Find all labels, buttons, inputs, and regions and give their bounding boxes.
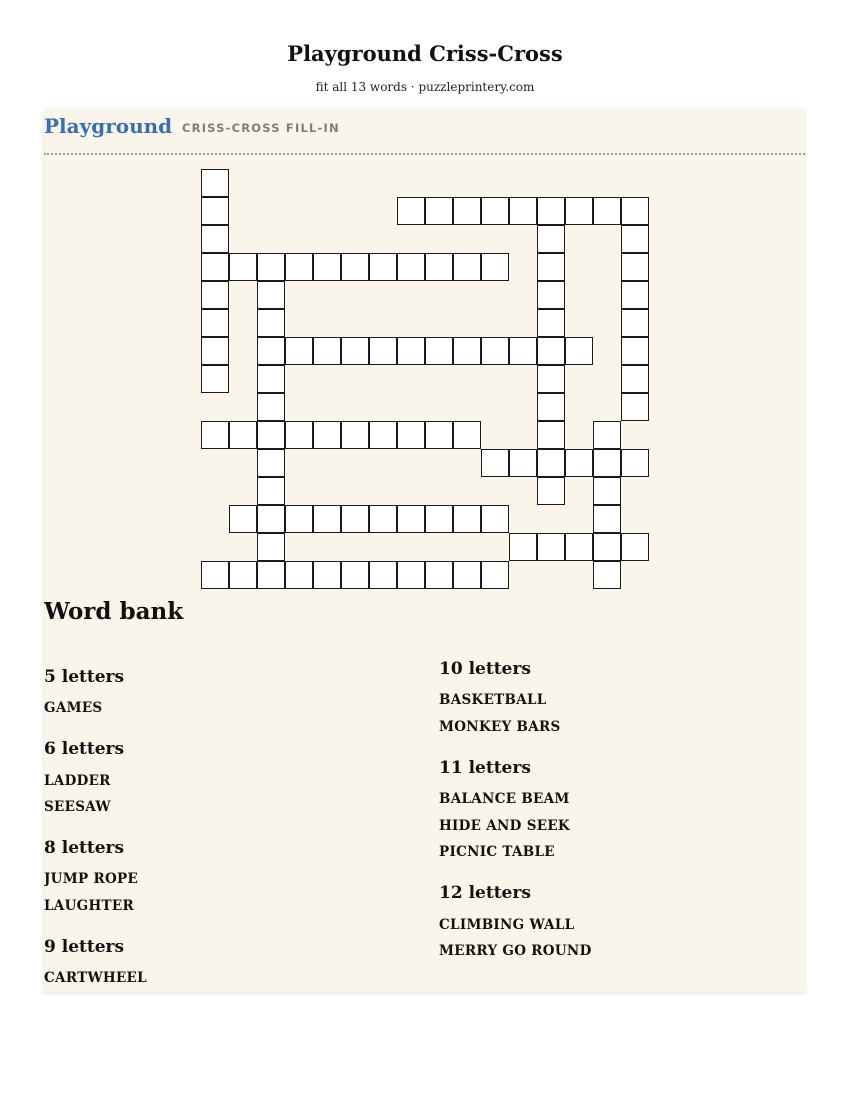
grid-cell	[257, 393, 285, 421]
grid-cell	[621, 533, 649, 561]
grid-cell	[593, 197, 621, 225]
grid-cell	[257, 253, 285, 281]
grid-cell	[425, 197, 453, 225]
grid-cell	[397, 253, 425, 281]
grid-cell	[369, 421, 397, 449]
grid-cell	[257, 421, 285, 449]
grid-cell	[369, 253, 397, 281]
grid-cell	[229, 505, 257, 533]
grid-cell	[285, 505, 313, 533]
grid-cell	[621, 197, 649, 225]
grid-cell	[285, 561, 313, 589]
grid-cell	[425, 561, 453, 589]
grid-cell	[201, 225, 229, 253]
grid-cell	[313, 253, 341, 281]
grid-cell	[621, 449, 649, 477]
grid-cell	[537, 365, 565, 393]
grid-cell	[201, 561, 229, 589]
grid-cell	[201, 197, 229, 225]
grid-cell	[481, 337, 509, 365]
grid-cell	[453, 253, 481, 281]
grid-cell	[425, 253, 453, 281]
grid-cell	[565, 197, 593, 225]
grid-cell	[537, 533, 565, 561]
grid-cell	[369, 337, 397, 365]
grid-cell	[313, 337, 341, 365]
grid-cell	[481, 197, 509, 225]
grid-cell	[341, 421, 369, 449]
grid-cell	[537, 393, 565, 421]
grid-cell	[621, 365, 649, 393]
grid-cell	[509, 449, 537, 477]
grid-cell	[621, 281, 649, 309]
grid-cell	[481, 505, 509, 533]
grid-cell	[621, 337, 649, 365]
grid-cell	[537, 337, 565, 365]
grid-cell	[537, 197, 565, 225]
grid-cell	[257, 505, 285, 533]
grid-cell	[257, 533, 285, 561]
grid-cell	[313, 421, 341, 449]
grid-cell	[565, 337, 593, 365]
grid-cell	[453, 561, 481, 589]
grid-cell	[537, 421, 565, 449]
grid-cell	[425, 505, 453, 533]
group-heading: 11 letters	[439, 758, 531, 778]
word-item: CARTWHEEL	[44, 970, 147, 986]
grid-cell	[621, 253, 649, 281]
grid-cell	[621, 225, 649, 253]
grid-cell	[369, 561, 397, 589]
word-item: MERRY GO ROUND	[439, 943, 592, 959]
puzzle-card	[44, 109, 805, 992]
grid-cell	[201, 281, 229, 309]
grid-cell	[201, 309, 229, 337]
word-item: LAUGHTER	[44, 898, 134, 914]
word-item: HIDE AND SEEK	[439, 818, 570, 834]
grid-cell	[313, 561, 341, 589]
word-item: BALANCE BEAM	[439, 791, 570, 807]
puzzle-kind-label: CRISS-CROSS FILL-IN	[182, 121, 340, 135]
grid-cell	[397, 505, 425, 533]
grid-cell	[537, 309, 565, 337]
grid-cell	[593, 505, 621, 533]
grid-cell	[593, 449, 621, 477]
grid-cell	[257, 477, 285, 505]
grid-cell	[481, 561, 509, 589]
grid-cell	[257, 337, 285, 365]
word-item: MONKEY BARS	[439, 719, 561, 735]
grid-cell	[537, 449, 565, 477]
grid-cell	[285, 253, 313, 281]
grid-cell	[621, 393, 649, 421]
grid-cell	[201, 365, 229, 393]
grid-cell	[313, 505, 341, 533]
brand-title: Playground	[44, 114, 173, 138]
word-item: GAMES	[44, 700, 103, 716]
grid-cell	[425, 337, 453, 365]
grid-cell	[341, 505, 369, 533]
grid-cell	[341, 561, 369, 589]
word-item: LADDER	[44, 773, 111, 789]
grid-cell	[257, 561, 285, 589]
group-heading: 12 letters	[439, 883, 531, 903]
grid-cell	[397, 421, 425, 449]
grid-cell	[341, 337, 369, 365]
grid-cell	[201, 421, 229, 449]
grid-cell	[509, 533, 537, 561]
word-item: SEESAW	[44, 799, 111, 815]
word-bank-heading: Word bank	[44, 598, 184, 625]
grid-cell	[593, 477, 621, 505]
word-item: CLIMBING WALL	[439, 917, 575, 933]
grid-cell	[341, 253, 369, 281]
group-heading: 6 letters	[44, 739, 125, 759]
grid-cell	[481, 449, 509, 477]
grid-cell	[285, 421, 313, 449]
group-heading: 5 letters	[44, 667, 125, 687]
word-item: JUMP ROPE	[44, 871, 139, 887]
grid-cell	[593, 561, 621, 589]
grid-cell	[201, 169, 229, 197]
grid-cell	[593, 421, 621, 449]
grid-cell	[621, 309, 649, 337]
page-title: Playground Criss-Cross	[287, 41, 563, 66]
grid-cell	[397, 561, 425, 589]
grid-cell	[201, 337, 229, 365]
grid-cell	[509, 337, 537, 365]
grid-cell	[565, 449, 593, 477]
grid-cell	[257, 365, 285, 393]
grid-cell	[537, 253, 565, 281]
grid-cell	[397, 337, 425, 365]
grid-cell	[565, 533, 593, 561]
group-heading: 9 letters	[44, 937, 125, 957]
grid-cell	[229, 561, 257, 589]
grid-cell	[453, 197, 481, 225]
group-heading: 10 letters	[439, 659, 531, 679]
grid-cell	[509, 197, 537, 225]
grid-cell	[537, 281, 565, 309]
grid-cell	[257, 449, 285, 477]
grid-cell	[229, 253, 257, 281]
word-item: PICNIC TABLE	[439, 844, 555, 860]
word-item: BASKETBALL	[439, 692, 547, 708]
grid-cell	[201, 253, 229, 281]
page-subtitle: fit all 13 words · puzzleprintery.com	[315, 80, 535, 94]
grid-cell	[593, 533, 621, 561]
grid-cell	[537, 477, 565, 505]
grid-cell	[285, 337, 313, 365]
grid-cell	[257, 309, 285, 337]
grid-cell	[369, 505, 397, 533]
grid-cell	[453, 337, 481, 365]
grid-cell	[453, 421, 481, 449]
grid-cell	[537, 225, 565, 253]
grid-cell	[257, 281, 285, 309]
crossword-grid	[44, 109, 805, 599]
grid-cell	[229, 421, 257, 449]
grid-cell	[425, 421, 453, 449]
grid-cell	[481, 253, 509, 281]
group-heading: 8 letters	[44, 838, 125, 858]
grid-cell	[453, 505, 481, 533]
grid-cell	[397, 197, 425, 225]
